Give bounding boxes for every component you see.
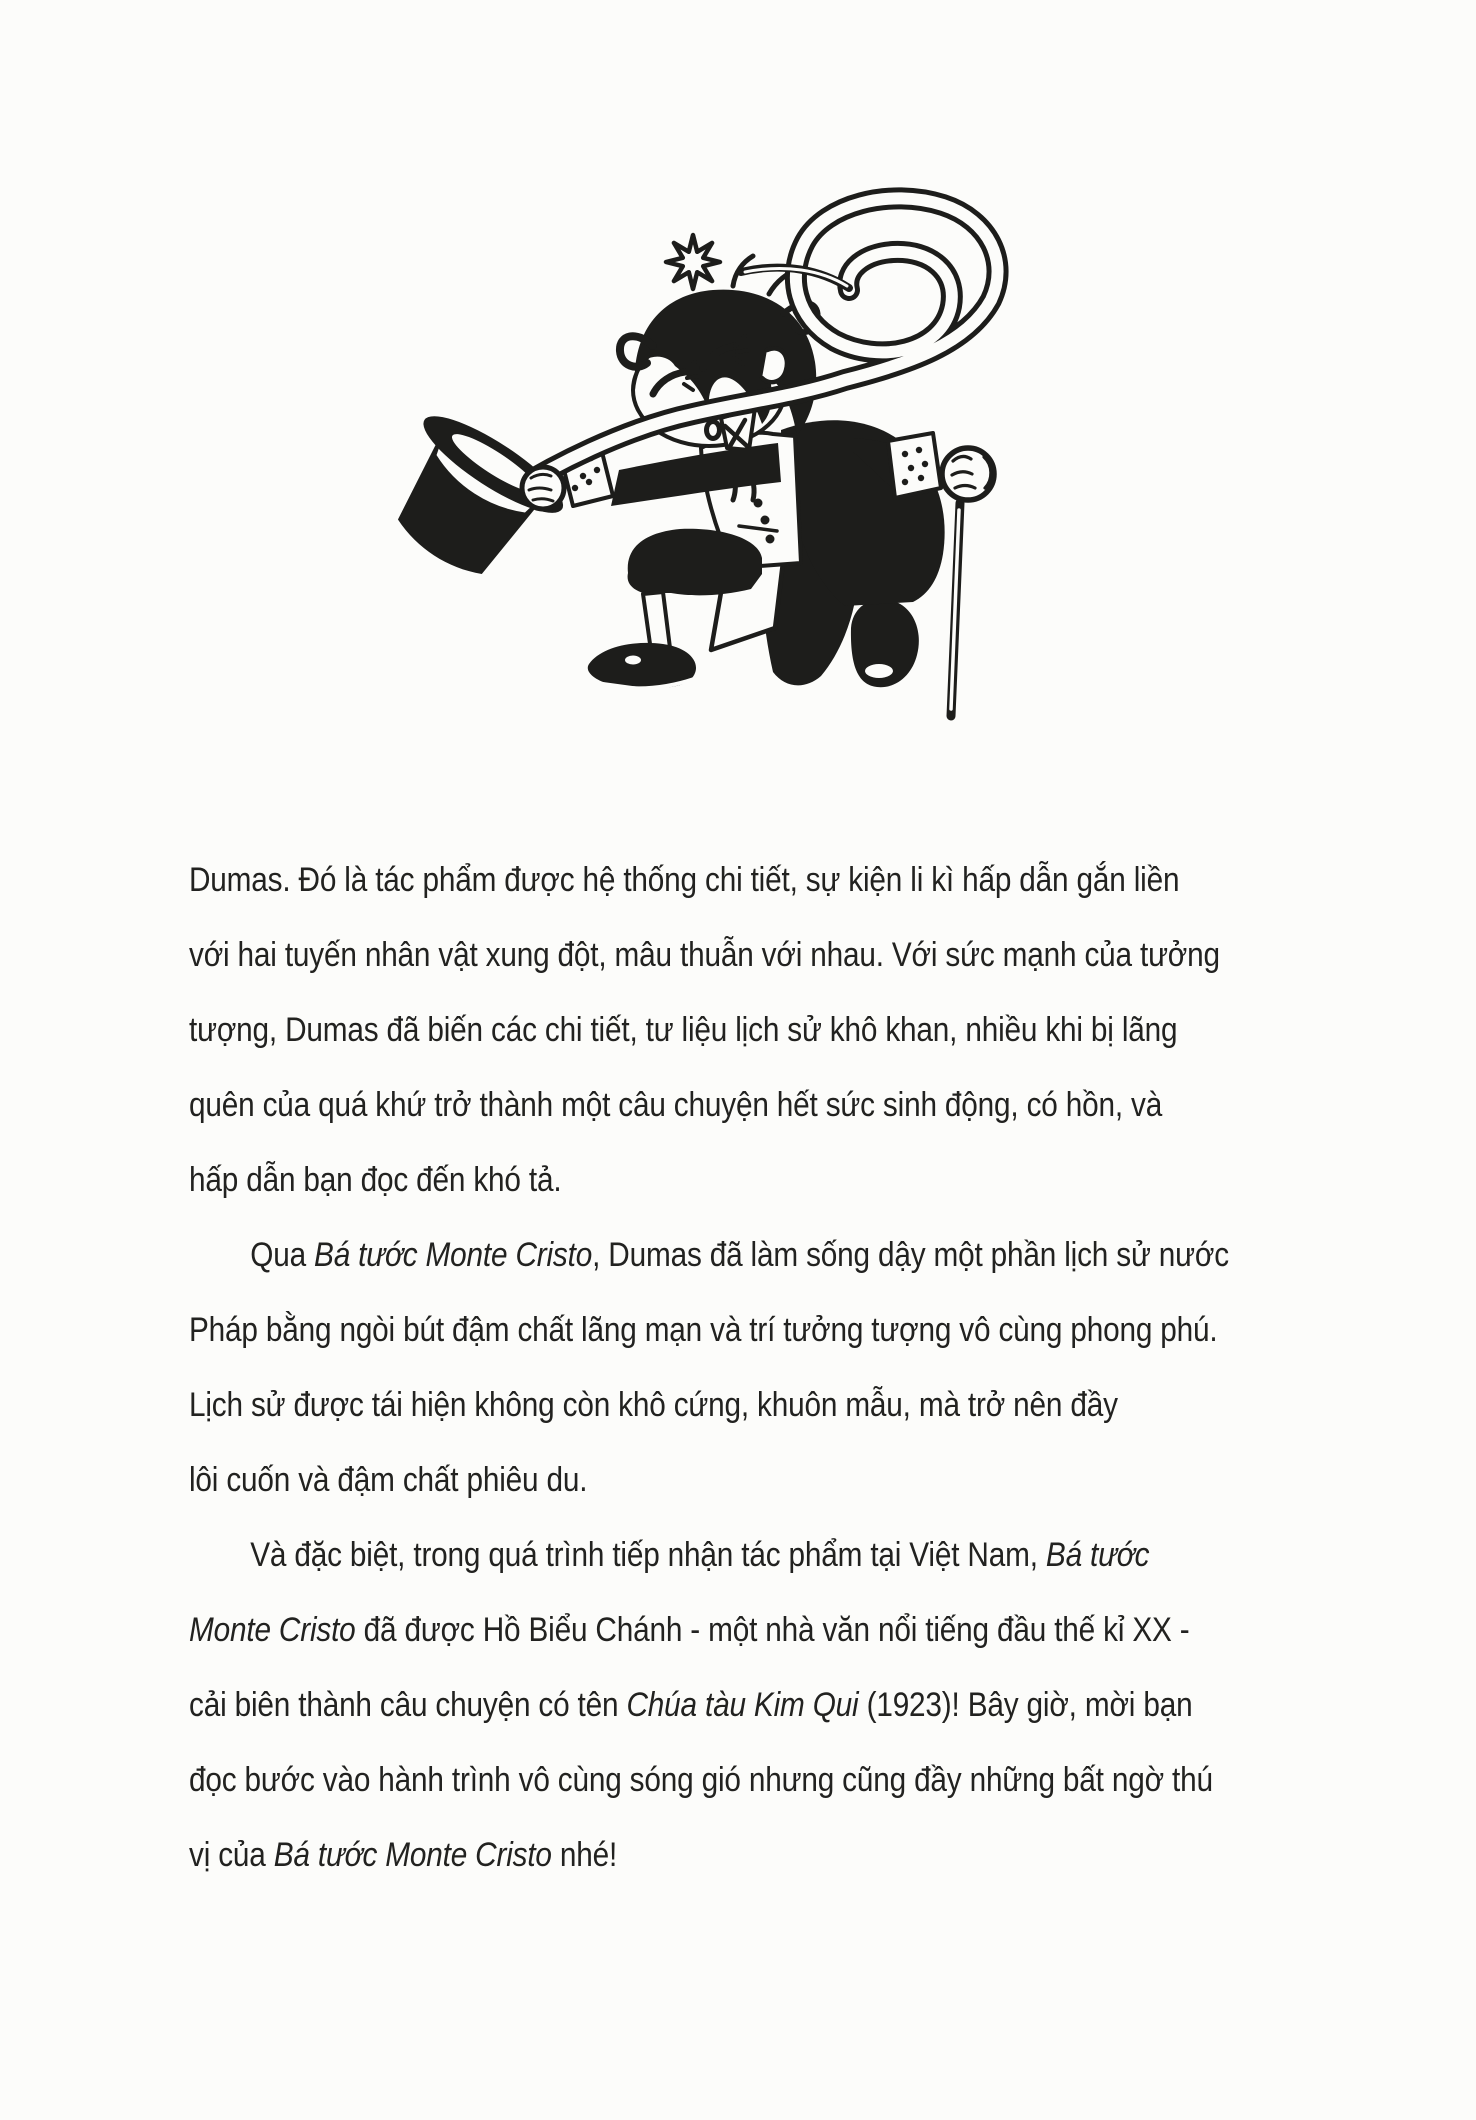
text-run: tượng, Dumas đã biến các chi tiết, tư liệu lịch sử khô khan, nhiều khi bị lãng [189, 1011, 1178, 1049]
front-shoe-highlight [625, 656, 641, 665]
text-line [189, 993, 1239, 1068]
book-title-italic: Bá tước Monte Cristo [314, 1236, 593, 1274]
text-run: Lịch sử được tái hiện không còn khô cứng, khuôn mẫu, mà trở nên đầy [189, 1386, 1118, 1424]
vest-button [766, 535, 775, 544]
text-run: hấp dẫn bạn đọc đến khó tả. [189, 1161, 562, 1199]
text-line [189, 843, 1239, 918]
text-run: Pháp bằng ngòi bút đậm chất lãng mạn và trí tưởng tượng vô cùng phong phú. [189, 1311, 1218, 1349]
body-text [189, 843, 1389, 1893]
text-run: , Dumas đã làm sống dậy một phần lịch sử nước [592, 1236, 1229, 1274]
book-title-italic: Monte Cristo [189, 1611, 356, 1649]
right-cuff [888, 433, 941, 498]
front-breech [628, 529, 762, 596]
text-run: vị của [189, 1836, 274, 1874]
text-line [189, 1368, 1239, 1443]
book-title-italic: Chúa tàu Kim Qui [626, 1686, 859, 1724]
back-shoe-sole [863, 662, 895, 680]
text-run: Dumas. Đó là tác phẩm được hệ thống chi tiết, sự kiện li kì hấp dẫn gắn liền [189, 861, 1180, 899]
whistling-mouth [707, 422, 720, 439]
vest-button [761, 516, 770, 525]
book-title-italic: Bá tước Monte Cristo [273, 1836, 552, 1874]
starburst [666, 235, 720, 289]
text-line [189, 1068, 1239, 1143]
magician-character [393, 198, 998, 716]
magician-illustration [393, 158, 1025, 736]
text-line [189, 1443, 1239, 1518]
text-run: đọc bước vào hành trình vô cùng sóng gió nhưng cũng đầy những bất ngờ thú [189, 1761, 1213, 1799]
text-line [189, 1743, 1239, 1818]
text-run: cải biên thành câu chuyện có tên [189, 1686, 627, 1724]
text-run: Qua [250, 1236, 315, 1274]
text-run: nhé! [551, 1836, 618, 1874]
text-line [189, 1218, 1239, 1293]
text-line [189, 1518, 1239, 1593]
text-run: (1923)! Bây giờ, mời bạn [858, 1686, 1193, 1724]
text-line [189, 1668, 1239, 1743]
text-line [189, 1143, 1239, 1218]
text-line [189, 1293, 1239, 1368]
text-line [189, 918, 1239, 993]
text-run: lôi cuốn và đậm chất phiêu du. [189, 1461, 588, 1499]
text-run: quên của quá khứ trở thành một câu chuyện hết sức sinh động, có hồn, và [189, 1086, 1163, 1124]
text-line [189, 1593, 1239, 1668]
text-run: với hai tuyến nhân vật xung đột, mâu thuẫn với nhau. Với sức mạnh của tưởng [189, 936, 1220, 974]
book-title-italic: Bá tước [1045, 1536, 1150, 1574]
text-run: đã được Hồ Biểu Chánh - một nhà văn nổi tiếng đầu thế kỉ XX - [355, 1611, 1190, 1649]
text-run: Và đặc biệt, trong quá trình tiếp nhận tác phẩm tại Việt Nam, [250, 1536, 1046, 1574]
text-line [189, 1818, 1239, 1893]
